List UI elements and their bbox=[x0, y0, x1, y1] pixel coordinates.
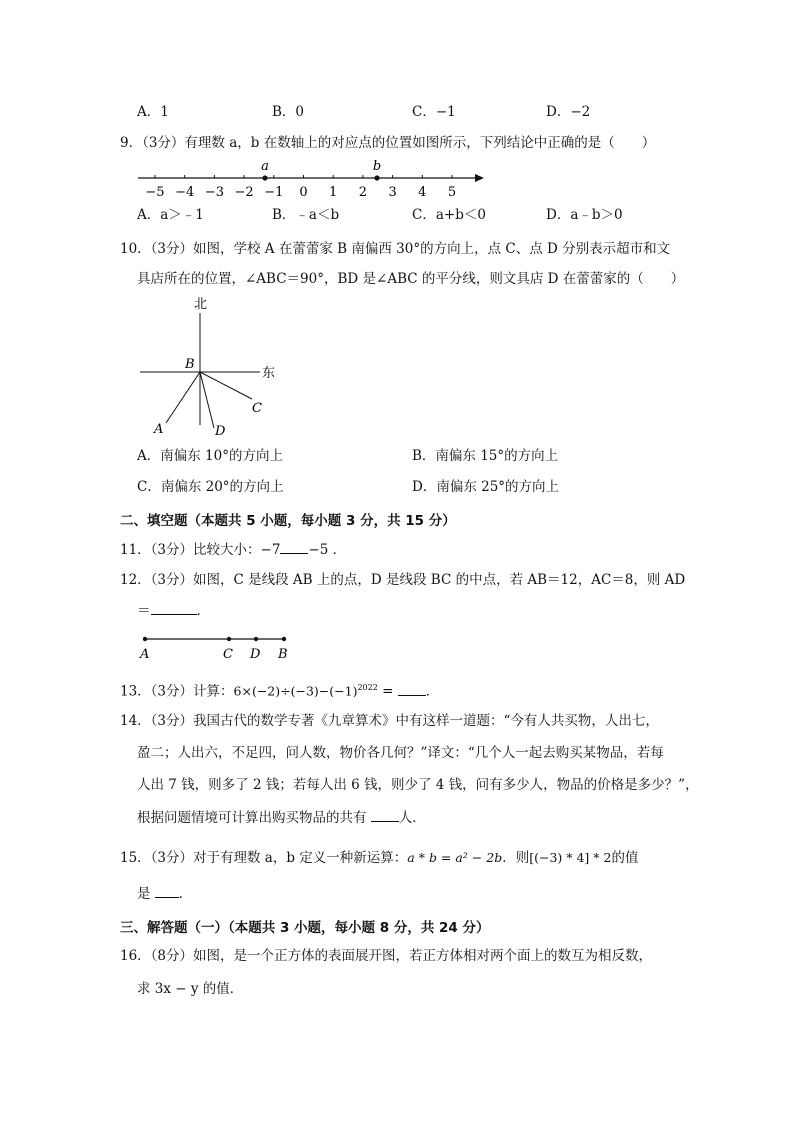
q15-line2-suffix: ． bbox=[178, 886, 193, 902]
point-a-dot bbox=[262, 175, 267, 180]
number-line-tick-label: −3 bbox=[204, 185, 224, 200]
q9-option-c: C．a+b＜0 bbox=[412, 207, 486, 223]
q10-option-c: C．南偏东 20°的方向上 bbox=[137, 479, 284, 495]
label-a: A bbox=[154, 422, 164, 437]
seg-label-c: C bbox=[223, 647, 233, 662]
q13-prefix: 13．（3分）计算： bbox=[120, 683, 234, 700]
q14-line4-suffix: 人． bbox=[398, 810, 426, 826]
q14-line1: 14．（3分）我国古代的数学专著《九章算术》中有这样一道题：“今有人共买物，人出七， bbox=[120, 713, 659, 729]
q15-line2 bbox=[137, 884, 192, 904]
section-fill-in-title: 二、填空题（本题共 5 小题，每小题 3 分，共 15 分） bbox=[120, 513, 456, 529]
q10-stem-line2: 具店所在的位置，∠ABC＝90°，BD 是∠ABC 的平分线，则文具店 D 在蕾蕾家的（ ） bbox=[137, 271, 685, 287]
number-line-tick-label: 5 bbox=[447, 185, 457, 200]
label-d: D bbox=[215, 424, 226, 439]
number-line-tick-label: −5 bbox=[145, 185, 165, 200]
q15-mid: ．则 bbox=[502, 850, 530, 866]
label-c: C bbox=[252, 401, 262, 416]
point-a-dot bbox=[143, 637, 147, 641]
point-b-label: b bbox=[372, 159, 382, 174]
q15-suffix: 的值 bbox=[611, 850, 639, 866]
q12-line1: 12．（3分）如图，C 是线段 AB 上的点，D 是线段 BC 的中点，若 AB＝12，AC＝8，则 AD bbox=[120, 572, 686, 588]
q9-option-a: A．a＞﹣1 bbox=[137, 207, 204, 223]
q13-suffix: ． bbox=[425, 683, 440, 700]
q9-option-b: B．﹣a＜b bbox=[272, 207, 340, 223]
q8-option-d: D．−2 bbox=[546, 104, 591, 120]
q15-line1 bbox=[120, 848, 638, 868]
ray-ba bbox=[166, 372, 200, 423]
q12-period: ． bbox=[196, 603, 210, 619]
point-b-dot bbox=[374, 175, 379, 180]
q9-stem: 9．（3分）有理数 a，b 在数轴上的对应点的位置如图所示，下列结论中正确的是（ ） bbox=[120, 135, 656, 151]
q8-option-a: A．1 bbox=[137, 104, 169, 120]
q13-blank[interactable] bbox=[398, 683, 426, 696]
number-line-tick-label: −4 bbox=[175, 185, 195, 200]
q15-definition: a * b = a² − 2b bbox=[407, 850, 503, 865]
q14-line4-prefix: 根据问题情境可计算出购买物品的共有 bbox=[137, 810, 371, 826]
label-east: 东 bbox=[262, 366, 276, 381]
seg-label-b: B bbox=[278, 647, 288, 662]
number-line-tick-label: 3 bbox=[388, 185, 397, 200]
point-b-dot bbox=[282, 637, 286, 641]
label-b: B bbox=[185, 357, 195, 372]
q10-option-d: D．南偏东 25°的方向上 bbox=[412, 479, 560, 495]
number-line-ticks bbox=[145, 175, 456, 200]
label-north: 北 bbox=[194, 297, 208, 312]
q16-line2: 求 3x − y 的值． bbox=[137, 981, 244, 997]
point-a-label: a bbox=[261, 159, 269, 174]
q9-option-d: D．a﹣b＞0 bbox=[546, 207, 623, 223]
q13-expression: 6×(−2)÷(−3)−(−1) bbox=[233, 683, 358, 699]
number-line-tick-label: 0 bbox=[299, 185, 308, 200]
q12-segment-figure bbox=[136, 630, 296, 662]
seg-label-d: D bbox=[250, 647, 261, 662]
q15-blank[interactable] bbox=[155, 885, 179, 898]
q14-blank[interactable] bbox=[371, 809, 399, 822]
section-solve-title: 三、解答题（一）（本题共 3 小题，每小题 8 分，共 24 分） bbox=[120, 920, 490, 936]
q10-option-a: A．南偏东 10°的方向上 bbox=[137, 448, 283, 464]
q14-line4 bbox=[137, 808, 426, 828]
number-line-tick-label: −1 bbox=[264, 185, 284, 200]
q11-blank[interactable] bbox=[280, 541, 308, 554]
number-line-tick-label: −2 bbox=[234, 185, 254, 200]
q11-prefix: 11．（3分）比较大小：−7 bbox=[120, 542, 281, 558]
ray-bc bbox=[200, 372, 252, 399]
q15-line2-prefix: 是 bbox=[137, 886, 155, 902]
q13-exponent: 2022 bbox=[357, 683, 378, 692]
point-c-dot bbox=[227, 637, 231, 641]
q15-expression: [(−3) * 4] * 2 bbox=[529, 850, 612, 865]
q10-stem-line1: 10．（3分）如图，学校 A 在蕾蕾家 B 南偏西 30°的方向上，点 C、点 D 分别表示超市和文 bbox=[120, 241, 671, 257]
number-line-tick-label: 4 bbox=[418, 185, 427, 200]
q15-prefix: 15．（3分）对于有理数 a，b 定义一种新运算： bbox=[120, 850, 408, 866]
q14-line3: 人出 7 钱，则多了 2 钱；若每人出 6 钱，则少了 4 钱，问有多少人，物品的价格是多少？”， bbox=[137, 777, 699, 793]
q13 bbox=[120, 678, 439, 702]
number-line-arrow-icon bbox=[475, 174, 484, 182]
q12-blank[interactable] bbox=[151, 602, 197, 615]
q8-option-c: C．−1 bbox=[412, 104, 456, 120]
q14-line2: 盈二；人出六，不足四，问人数，物价各几何？”译文：“几个人一起去购买某物品，若每 bbox=[137, 745, 664, 761]
number-line-tick-label: 1 bbox=[329, 185, 338, 200]
q11 bbox=[120, 540, 346, 560]
q12-eq: ＝ bbox=[137, 603, 151, 619]
q12-line2 bbox=[137, 601, 210, 621]
q16-line1: 16．（8分）如图，是一个正方体的表面展开图，若正方体相对两个面上的数互为相反数， bbox=[120, 948, 653, 964]
q10-direction-figure bbox=[130, 295, 290, 440]
number-line-tick-label: 2 bbox=[358, 185, 368, 200]
q10-option-b: B．南偏东 15°的方向上 bbox=[412, 448, 559, 464]
ray-bd bbox=[200, 372, 214, 428]
seg-label-a: A bbox=[140, 647, 150, 662]
q13-equals: = bbox=[377, 683, 398, 700]
q9-number-line bbox=[130, 155, 490, 200]
q11-suffix: −5 ． bbox=[308, 542, 347, 558]
point-d-dot bbox=[254, 637, 258, 641]
q8-option-b: B．0 bbox=[272, 104, 305, 120]
